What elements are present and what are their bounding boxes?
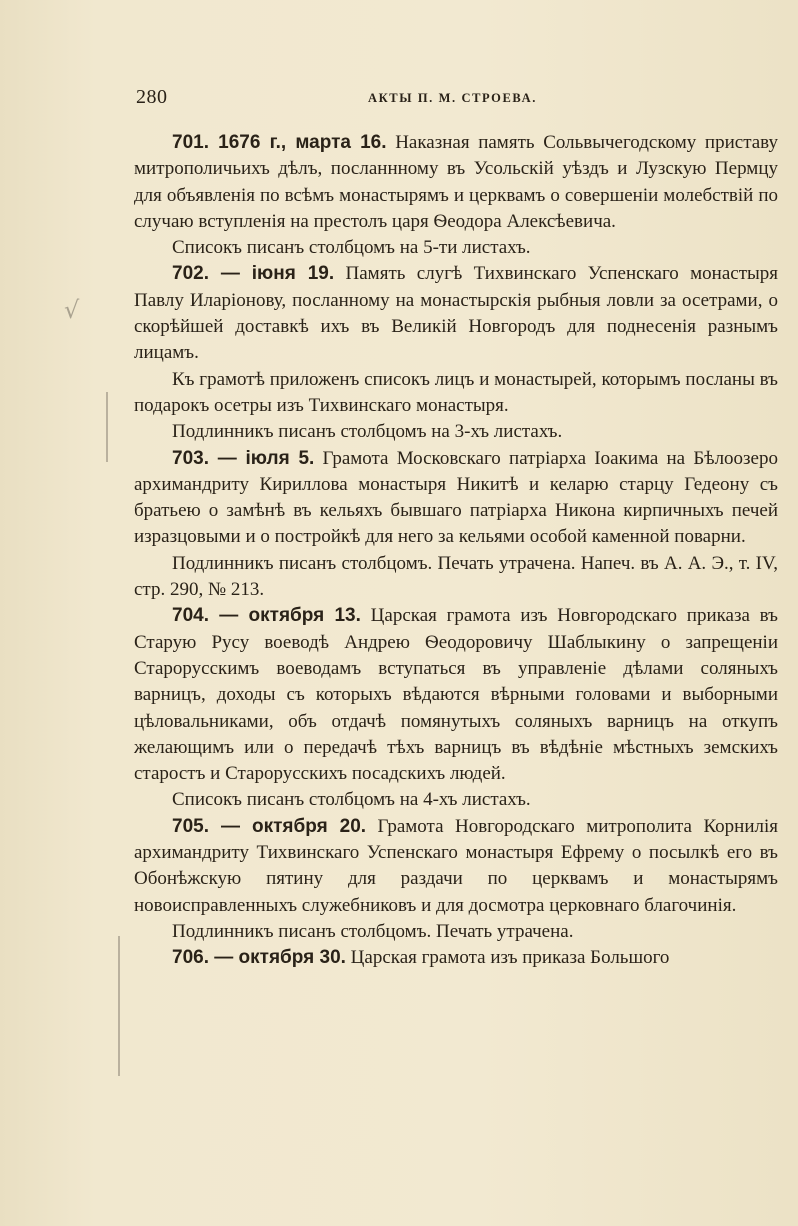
paragraph — [134, 446, 778, 551]
page-number: 280 — [136, 86, 168, 108]
paragraph — [134, 603, 778, 787]
margin-pencil-mark: √ — [64, 296, 80, 324]
paragraph — [134, 419, 778, 445]
margin-pencil-line — [106, 392, 108, 462]
paragraph — [134, 235, 778, 261]
margin-pencil-line — [118, 936, 120, 1076]
paragraph — [134, 919, 778, 945]
page-header — [136, 86, 778, 116]
running-head: АКТЫ П. М. СТРОЕВА. — [368, 91, 537, 105]
entry-heading: 703. — іюля 5. — [172, 447, 315, 469]
paragraph — [134, 814, 778, 919]
paragraph — [134, 551, 778, 604]
entry-body: Наказная память Сольвычегодскому приставу митрополичьихъ дѣлъ, посланнному въ Усольскій уѣздъ и Лузскую Пермцу для объявленія по всѣмъ монастырямъ и церквамъ о совершеніи молебствій по случаю вступленія на престолъ царя Ѳеодора Алексѣевича. — [134, 132, 778, 232]
entry-body: Грамота Новгородскаго митрополита Корнилія архимандриту Тихвинскаго Успенскаго монастыря Ефрему о посылкѣ его въ Обонѣжскую пятину для раздачи по церквамъ и монастырямъ новоисправленныхъ служебниковъ и для досмотра церковнаго благочинія. — [134, 815, 778, 916]
paragraph — [134, 787, 778, 813]
page-text — [134, 130, 778, 972]
paragraph — [134, 367, 778, 420]
entry-heading: 702. — іюня 19. — [172, 263, 335, 285]
paragraph — [134, 130, 778, 235]
entry-body: Царская грамота изъ приказа Большого — [350, 947, 670, 969]
entry-heading: 705. — октября 20. — [172, 815, 367, 837]
entry-heading: 706. — октября 30. — [172, 947, 346, 969]
entry-note: Подлинникъ писанъ столбцомъ. Печать утрачена. Напеч. въ А. А. Э., т. IV, стр. 290, № 213. — [134, 552, 778, 601]
entry-note: Подлинникъ писанъ столбцомъ. Печать утрачена. — [172, 920, 574, 942]
paragraph — [134, 261, 778, 366]
paragraph — [134, 945, 778, 971]
entry-note: Списокъ писанъ столбцомъ на 4-хъ листахъ. — [172, 789, 531, 811]
entry-heading: 704. — октября 13. — [172, 605, 361, 627]
entry-note: Списокъ писанъ столбцомъ на 5-ти листахъ. — [172, 237, 531, 259]
entry-body: Грамота Московскаго патріарха Іоакима на Бѣлоозеро архимандриту Кириллова монастыря Никитѣ и келарю старцу Гедеону съ братьею о замѣнѣ въ кельяхъ бывшаго патріарха Никона кирпичныхъ печей изразцовыми и о постройкѣ для него за кельями особой каменной поварни. — [134, 447, 778, 548]
entry-body: Память слугѣ Тихвинскаго Успенскаго монастыря Павлу Иларіонову, посланному на монастырскія рыбныя ловли за осетрами, о скорѣйшей доставкѣ ихъ въ Великій Новгородъ для поднесенія разнымъ лицамъ. — [134, 263, 779, 364]
entry-note: Подлинникъ писанъ столбцомъ на 3-хъ листахъ. — [172, 421, 563, 443]
entry-body: Царская грамота изъ Новгородскаго приказа въ Старую Русу воеводѣ Андрею Ѳеодоровичу Шаблыкину о запрещеніи Старорусскимъ воеводамъ вступаться въ управленіе дѣлами соляныхъ варницъ, доходы съ которыхъ вѣдаются вѣрными головами и выборными цѣловальниками, объ отдачѣ помянутыхъ соляныхъ варницъ на откупъ желающимъ или о передачѣ тѣхъ варницъ въ вѣдѣніе мѣстныхъ земскихъ старостъ и Старорусскихъ посадскихъ людей. — [134, 605, 778, 785]
entry-note: Къ грамотѣ приложенъ списокъ лицъ и монастырей, которымъ посланы въ подарокъ осетры изъ Тихвинскаго монастыря. — [134, 368, 778, 416]
entry-heading: 701. 1676 г., марта 16. — [172, 132, 387, 153]
